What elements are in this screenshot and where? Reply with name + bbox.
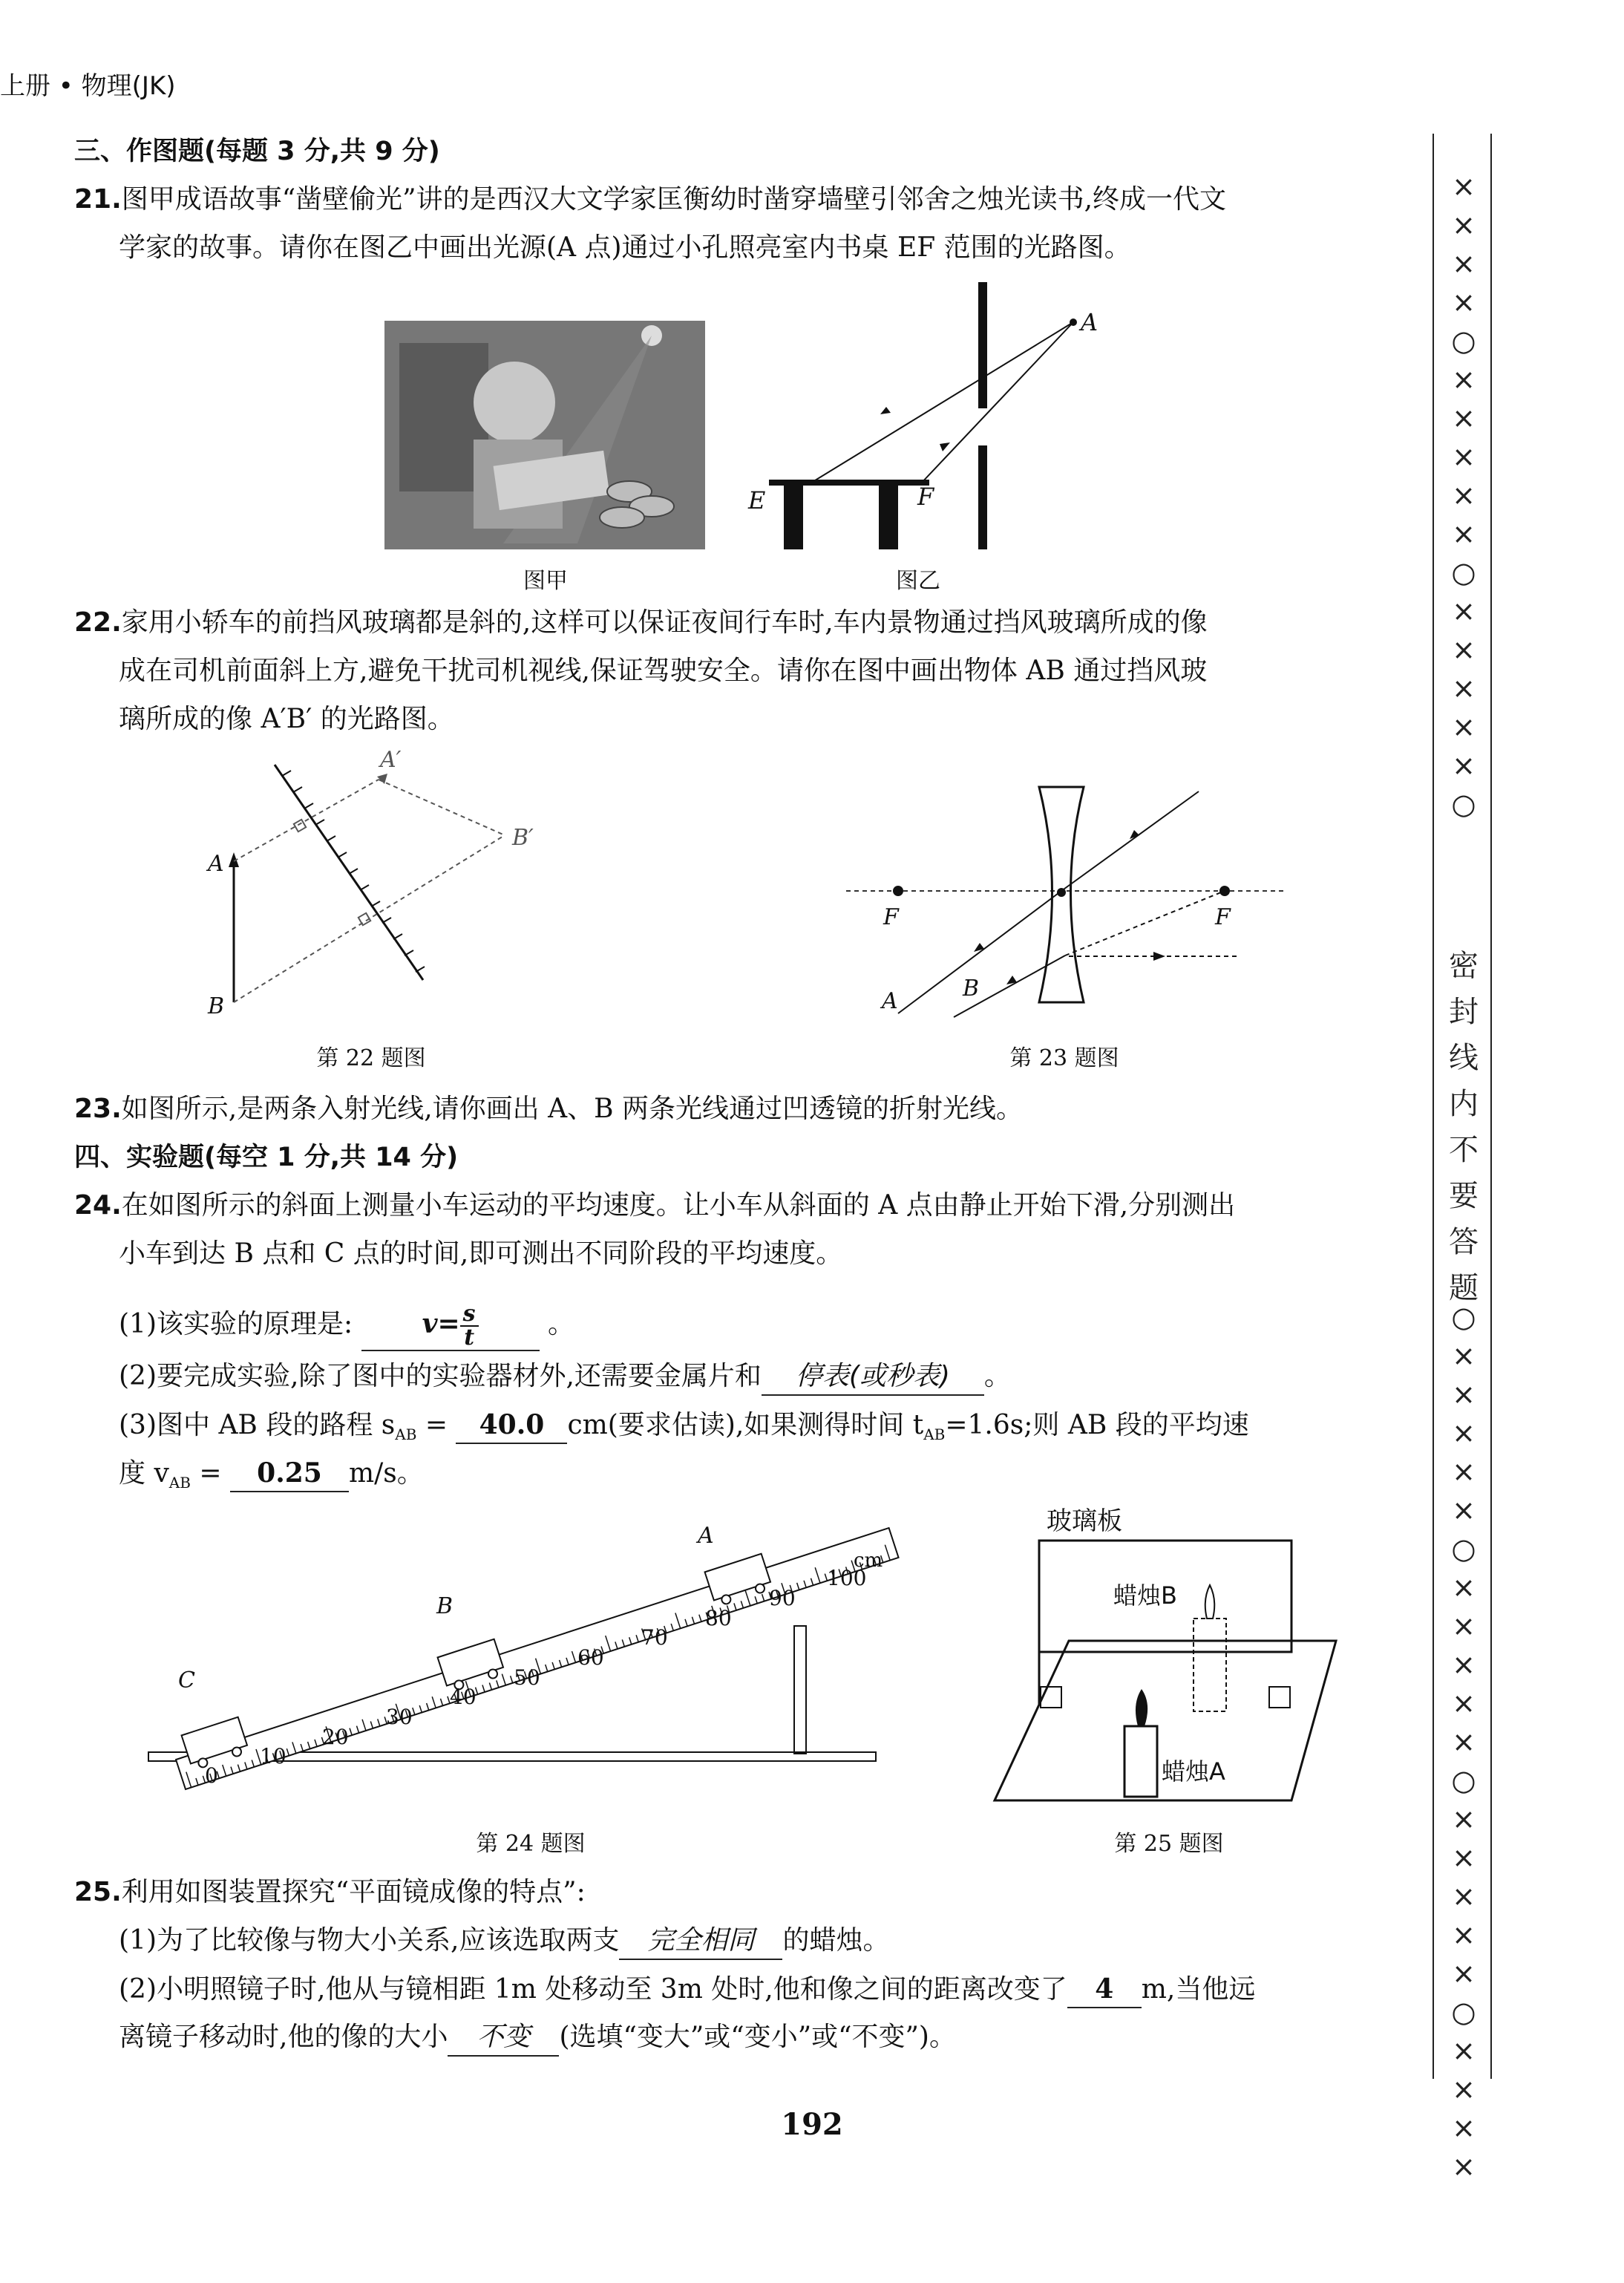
q22-label-A: A <box>208 851 224 877</box>
q21-label-F: F <box>917 483 934 511</box>
seal-mark: × <box>1452 672 1476 705</box>
page-number: 192 <box>781 2107 843 2142</box>
seal-char: 要 <box>1449 1179 1479 1213</box>
seal-mark: × <box>1452 1841 1476 1874</box>
q22-label-B-image: B′ <box>512 825 534 851</box>
q25-label-glass: 玻璃板 <box>1047 1506 1122 1536</box>
q23-label-B: B <box>963 976 980 1002</box>
q25-part3: 离镜子移动时,他的像的大小 不变 (选填“变大”或“变小”或“不变”)。 <box>119 2019 956 2057</box>
seal-mark: ○ <box>1451 1996 1476 2028</box>
cart-label-A: A <box>698 1523 714 1549</box>
seal-mark: ○ <box>1451 556 1476 589</box>
seal-mark: × <box>1452 479 1476 512</box>
q25-label-candleB: 蜡烛B <box>1113 1581 1177 1610</box>
seal-border-right <box>1490 134 1492 2079</box>
seal-mark: × <box>1452 2150 1476 2183</box>
q24-answer1: v= $\frac{s}{t}$ <box>361 1298 540 1351</box>
q24-line1: 24.在如图所示的斜面上测量小车运动的平均速度。让小车从斜面的 A 点由静止开始下滑,分别测出 <box>74 1190 1236 1221</box>
seal-mark: × <box>1452 749 1476 782</box>
seal-mark: × <box>1452 517 1476 550</box>
q25-answer3: 不变 <box>448 2019 559 2057</box>
seal-mark: × <box>1452 711 1476 743</box>
q22-line1: 22.家用小轿车的前挡风玻璃都是斜的,这样可以保证夜间行车时,车内景物通过挡风玻璃所成的像 <box>74 607 1208 638</box>
seal-mark: × <box>1452 209 1476 241</box>
seal-mark: ○ <box>1451 788 1476 820</box>
q23-label-F-left: F <box>883 904 899 930</box>
q22-label-B: B <box>208 993 225 1019</box>
ruler-tick-100: 100 <box>827 1566 867 1590</box>
fig23-caption: 第 23 题图 <box>1009 1045 1119 1071</box>
q24-answer4: 0.25 <box>230 1455 349 1492</box>
ruler-tick-20: 20 <box>322 1725 349 1749</box>
q22-diagram <box>193 750 579 1032</box>
fig25-caption: 第 25 题图 <box>1114 1831 1224 1857</box>
q23-label-F-right: F <box>1215 904 1231 930</box>
seal-mark: × <box>1452 1648 1476 1681</box>
seal-mark: × <box>1452 595 1476 627</box>
seal-mark: × <box>1452 402 1476 434</box>
seal-mark: × <box>1452 1610 1476 1642</box>
seal-mark: ○ <box>1451 1532 1476 1565</box>
fig21a-caption: 图甲 <box>523 568 568 594</box>
seal-mark: × <box>1452 1339 1476 1372</box>
q21-label-A: A <box>1081 308 1099 336</box>
seal-mark: × <box>1452 1494 1476 1526</box>
ruler-tick-60: 60 <box>577 1645 604 1670</box>
seal-mark: × <box>1452 1880 1476 1913</box>
seal-char: 封 <box>1449 995 1479 1029</box>
q25-text: 25.利用如图装置探究“平面镜成像的特点”: <box>74 1877 586 1907</box>
ruler-tick-0: 0 <box>205 1763 218 1788</box>
seal-mark: × <box>1452 1378 1476 1411</box>
ruler-tick-10: 10 <box>260 1744 287 1768</box>
seal-mark: ○ <box>1451 1301 1476 1333</box>
seal-mark: × <box>1452 1918 1476 1951</box>
ruler-unit: cm <box>854 1549 883 1572</box>
illustration-kuang-heng <box>384 321 705 549</box>
q24-line2: 小车到达 B 点和 C 点的时间,即可测出不同阶段的平均速度。 <box>119 1238 843 1269</box>
fig24-caption: 第 24 题图 <box>476 1831 586 1857</box>
section-title-drawing: 三、作图题(每题 3 分,共 9 分) <box>74 137 440 166</box>
q25-answer1: 完全相同 <box>619 1923 782 1960</box>
seal-mark: × <box>1452 170 1476 203</box>
seal-mark: × <box>1452 1571 1476 1604</box>
fig21b-caption: 图乙 <box>896 568 940 594</box>
seal-text <box>1449 943 1479 1311</box>
fig22-caption: 第 22 题图 <box>316 1045 426 1071</box>
seal-mark: × <box>1452 1455 1476 1488</box>
seal-char: 内 <box>1449 1087 1479 1121</box>
cart-label-C: C <box>178 1668 195 1694</box>
seal-char: 密 <box>1449 949 1479 983</box>
q24-part1: (1)该实验的原理是: v= $\frac{s}{t}$ 。 <box>119 1298 574 1351</box>
q24-part2: (2)要完成实验,除了图中的实验器材外,还需要金属片和 停表(或秒表) 。 <box>119 1359 1011 1396</box>
seal-char: 不 <box>1449 1133 1479 1167</box>
seal-mark: ○ <box>1451 1764 1476 1797</box>
q25-part2: (2)小明照镜子时,他从与镜相距 1m 处移动至 3m 处时,他和像之间的距离改变了 4 m,当他远 <box>119 1971 1255 2008</box>
q22-line2: 成在司机前面斜上方,避免干扰司机视线,保证驾驶安全。请你在图中画出物体 AB 通过挡风玻 <box>119 656 1208 686</box>
seal-mark: × <box>1452 2034 1476 2067</box>
q22-label-A-image: A′ <box>380 747 402 773</box>
seal-mark: × <box>1452 1725 1476 1758</box>
cart-label-B: B <box>436 1593 454 1619</box>
q22-line3: 璃所成的像 A′B′ 的光路图。 <box>119 704 454 734</box>
illustration-drawing <box>384 321 705 549</box>
q25-label-candleA: 蜡烛A <box>1162 1757 1225 1786</box>
ruler-tick-70: 70 <box>641 1625 668 1650</box>
seal-char: 题 <box>1449 1271 1479 1305</box>
seal-mark: × <box>1452 2073 1476 2106</box>
seal-mark: × <box>1452 1957 1476 1990</box>
seal-mark: × <box>1452 633 1476 666</box>
q23-text: 23.如图所示,是两条入射光线,请你画出 A、B 两条光线通过凹透镜的折射光线。 <box>74 1094 1024 1124</box>
section-title-experiment: 四、实验题(每空 1 分,共 14 分) <box>74 1143 459 1172</box>
q21-line1: 21.图甲成语故事“凿壁偷光”讲的是西汉大文学家匡衡幼时凿穿墙壁引邻舍之烛光读书,终成一代文 <box>74 184 1227 215</box>
seal-marks-bottom <box>1449 1298 1479 2186</box>
seal-mark: × <box>1452 363 1476 396</box>
q21-label-E: E <box>748 486 766 515</box>
q21-line2: 学家的故事。请你在图乙中画出光源(A 点)通过小孔照亮室内书桌 EF 范围的光路图。 <box>119 232 1131 263</box>
ruler-tick-50: 50 <box>514 1665 540 1690</box>
ruler-tick-40: 40 <box>450 1685 477 1709</box>
ruler-tick-80: 80 <box>705 1606 732 1630</box>
seal-mark: ○ <box>1451 324 1476 357</box>
ruler-tick-30: 30 <box>386 1705 413 1729</box>
q21-diagram <box>742 275 1099 557</box>
seal-mark: × <box>1452 247 1476 280</box>
seal-char: 答 <box>1449 1225 1479 1259</box>
seal-mark: × <box>1452 440 1476 473</box>
q24-part3: (3)图中 AB 段的路程 $s_{AB} = 40.0$ cm(要求估读),如果测得时间 $t_{AB}=1.6s$;则 AB 段的平均速 <box>119 1407 1249 1452</box>
seal-mark: × <box>1452 2111 1476 2144</box>
q24-part4: 度 $v_{AB} = 0.25$ m/s。 <box>119 1455 424 1500</box>
q25-answer2: 4 <box>1067 1971 1142 2008</box>
q23-label-A: A <box>882 988 898 1014</box>
ruler-tick-90: 90 <box>769 1586 796 1610</box>
page-header: 上册 • 物理(JK) <box>0 71 176 101</box>
seal-char: 线 <box>1449 1041 1479 1075</box>
seal-border-left <box>1433 134 1434 2079</box>
q24-answer3: 40.0 <box>456 1407 567 1444</box>
seal-mark: × <box>1452 1687 1476 1719</box>
seal-marks-top <box>1449 167 1479 823</box>
q25-part1: (1)为了比较像与物大小关系,应该选取两支 完全相同 的蜡烛。 <box>119 1923 889 1960</box>
seal-mark: × <box>1452 1417 1476 1449</box>
q24-answer2: 停表(或秒表) <box>762 1359 984 1396</box>
seal-mark: × <box>1452 286 1476 319</box>
seal-mark: × <box>1452 1803 1476 1835</box>
